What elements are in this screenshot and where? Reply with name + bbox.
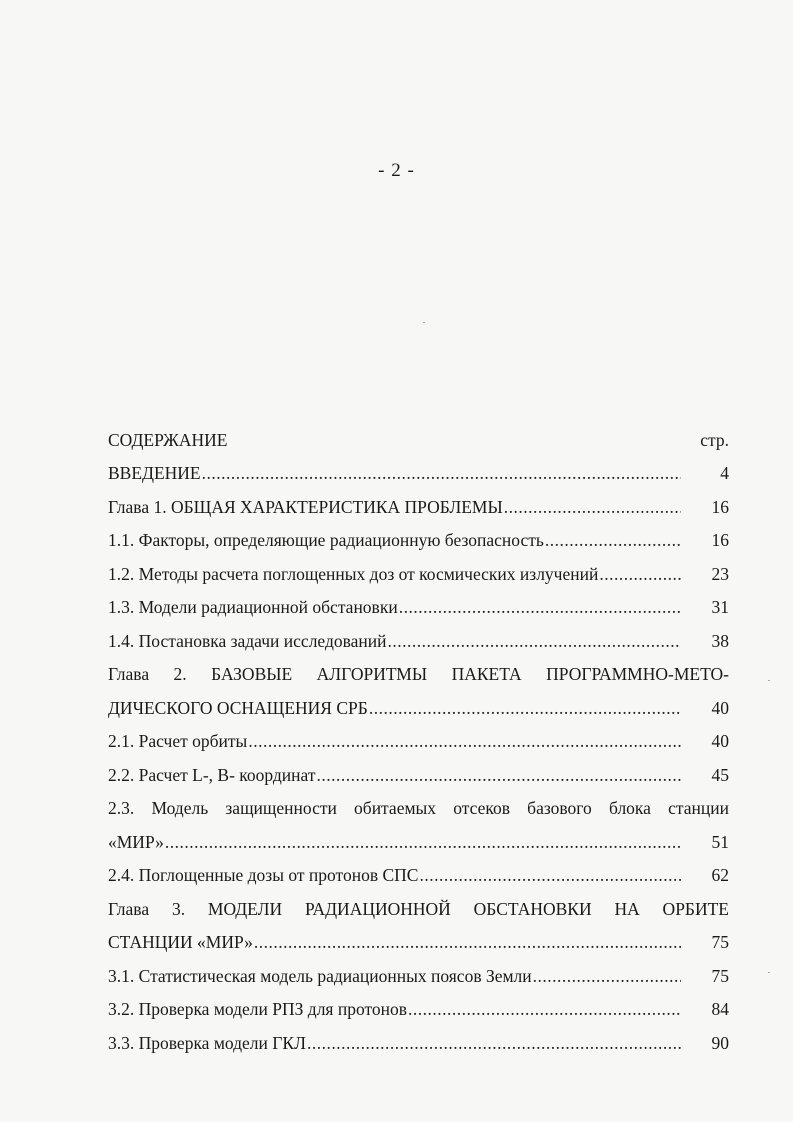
toc-entry-page: 90: [711, 1032, 729, 1053]
toc-entry-label: Глава 1. ОБЩАЯ ХАРАКТЕРИСТИКА ПРОБЛЕМЫ: [108, 496, 503, 517]
toc-entry-page: 23: [711, 563, 729, 584]
toc-entry-page: 62: [711, 865, 729, 885]
toc-entry-label: ВВЕДЕНИЕ: [108, 463, 201, 483]
toc-header: [108, 421, 729, 455]
scan-speck: [768, 680, 770, 681]
toc-entry-label: 3.3. Проверка модели ГКЛ: [108, 1032, 306, 1053]
toc-entry-label: 2.4. Поглощенные дозы от протонов СПС: [108, 865, 419, 885]
toc-entry-label: 1.4. Постановка задачи исследований: [108, 630, 387, 651]
toc-entry-label: 3.1. Статистическая модель радиационных поясов Земли: [108, 965, 532, 986]
leader-dots: [599, 563, 681, 585]
toc-entry-chapter-2: [108, 689, 729, 723]
toc-entry-label: 2.2. Расчет L-, B- координат: [108, 764, 316, 785]
toc-entry-1-3: [108, 589, 729, 623]
leader-dots: [369, 697, 681, 719]
toc-entry-label: 3.2. Проверка модели РПЗ для протонов: [108, 999, 408, 1019]
leader-dots: [533, 965, 681, 987]
toc-entry-page: 38: [711, 630, 729, 651]
page-column-label: стр.: [700, 429, 729, 450]
toc-entry-3-3: [108, 1024, 729, 1058]
leader-dots: [254, 931, 681, 953]
scan-speck: [768, 972, 770, 973]
toc-entry-2-3: [108, 823, 729, 857]
toc-entry-chapter-3-line-1: [108, 890, 729, 924]
toc-entry-page: 75: [711, 932, 729, 952]
toc-entry-page: 45: [711, 764, 729, 785]
toc-entry-2-3-line-1: [108, 790, 729, 824]
toc-entry-label: 2.1. Расчет орбиты: [108, 731, 248, 751]
toc-entry-page: 31: [711, 597, 729, 617]
toc-entry-chapter-3: [108, 924, 729, 958]
toc-entry-label: 1.1. Факторы, определяющие радиационную безопасность: [108, 530, 544, 550]
toc-entry-1-4: [108, 622, 729, 656]
leader-dots: [419, 864, 681, 886]
leader-dots: [202, 462, 681, 484]
toc-entry-2-1: [108, 723, 729, 757]
scan-speck: [423, 322, 425, 323]
toc-entry-label: 1.2. Методы расчета поглощенных доз от космических излучений: [108, 563, 599, 584]
toc-entry-2-2: [108, 756, 729, 790]
toc-entry-page: 51: [711, 831, 729, 852]
table-of-contents: [108, 421, 729, 1058]
toc-entry-chapter-1: [108, 488, 729, 522]
toc-entry-page: 4: [720, 463, 729, 483]
leader-dots: [545, 529, 681, 551]
toc-entry-3-2: [108, 991, 729, 1025]
leader-dots: [399, 596, 681, 618]
toc-entry-2-4: [108, 857, 729, 891]
toc-entry-1-2: [108, 555, 729, 589]
leader-dots: [388, 630, 681, 652]
leader-dots: [165, 831, 681, 853]
toc-entry-3-1: [108, 957, 729, 991]
toc-entry-label-line: Глава 3. МОДЕЛИ РАДИАЦИОННОЙ ОБСТАНОВКИ НА ОРБИТЕ: [108, 898, 729, 919]
toc-entry-page: 40: [711, 697, 729, 718]
toc-entry-label-line: Глава 2. БАЗОВЫЕ АЛГОРИТМЫ ПАКЕТА ПРОГРАММНО-МЕТО-: [108, 664, 729, 684]
toc-entry-page: 16: [711, 530, 729, 550]
toc-entry-page: 84: [711, 999, 729, 1019]
page-number: - 2 -: [378, 160, 415, 181]
leader-dots: [307, 1032, 681, 1054]
toc-entry-page: 75: [711, 965, 729, 986]
toc-entry-label: СТАНЦИИ «МИР»: [108, 932, 253, 952]
toc-entry-chapter-2-line-1: [108, 656, 729, 690]
leader-dots: [317, 764, 681, 786]
toc-entry-label: ДИЧЕСКОГО ОСНАЩЕНИЯ СРБ: [108, 697, 368, 718]
toc-entry-introduction: [108, 455, 729, 489]
toc-entry-label: «МИР»: [108, 831, 164, 852]
leader-dots: [504, 496, 681, 518]
toc-entry-page: 16: [711, 496, 729, 517]
toc-entry-1-1: [108, 522, 729, 556]
toc-entry-page: 40: [711, 731, 729, 751]
leader-dots: [248, 730, 681, 752]
leader-dots: [408, 998, 681, 1020]
toc-entry-label-line: 2.3. Модель защищенности обитаемых отсеков базового блока станции: [108, 798, 729, 818]
toc-heading: СОДЕРЖАНИЕ: [108, 429, 228, 450]
toc-entry-label: 1.3. Модели радиационной обстановки: [108, 597, 398, 617]
